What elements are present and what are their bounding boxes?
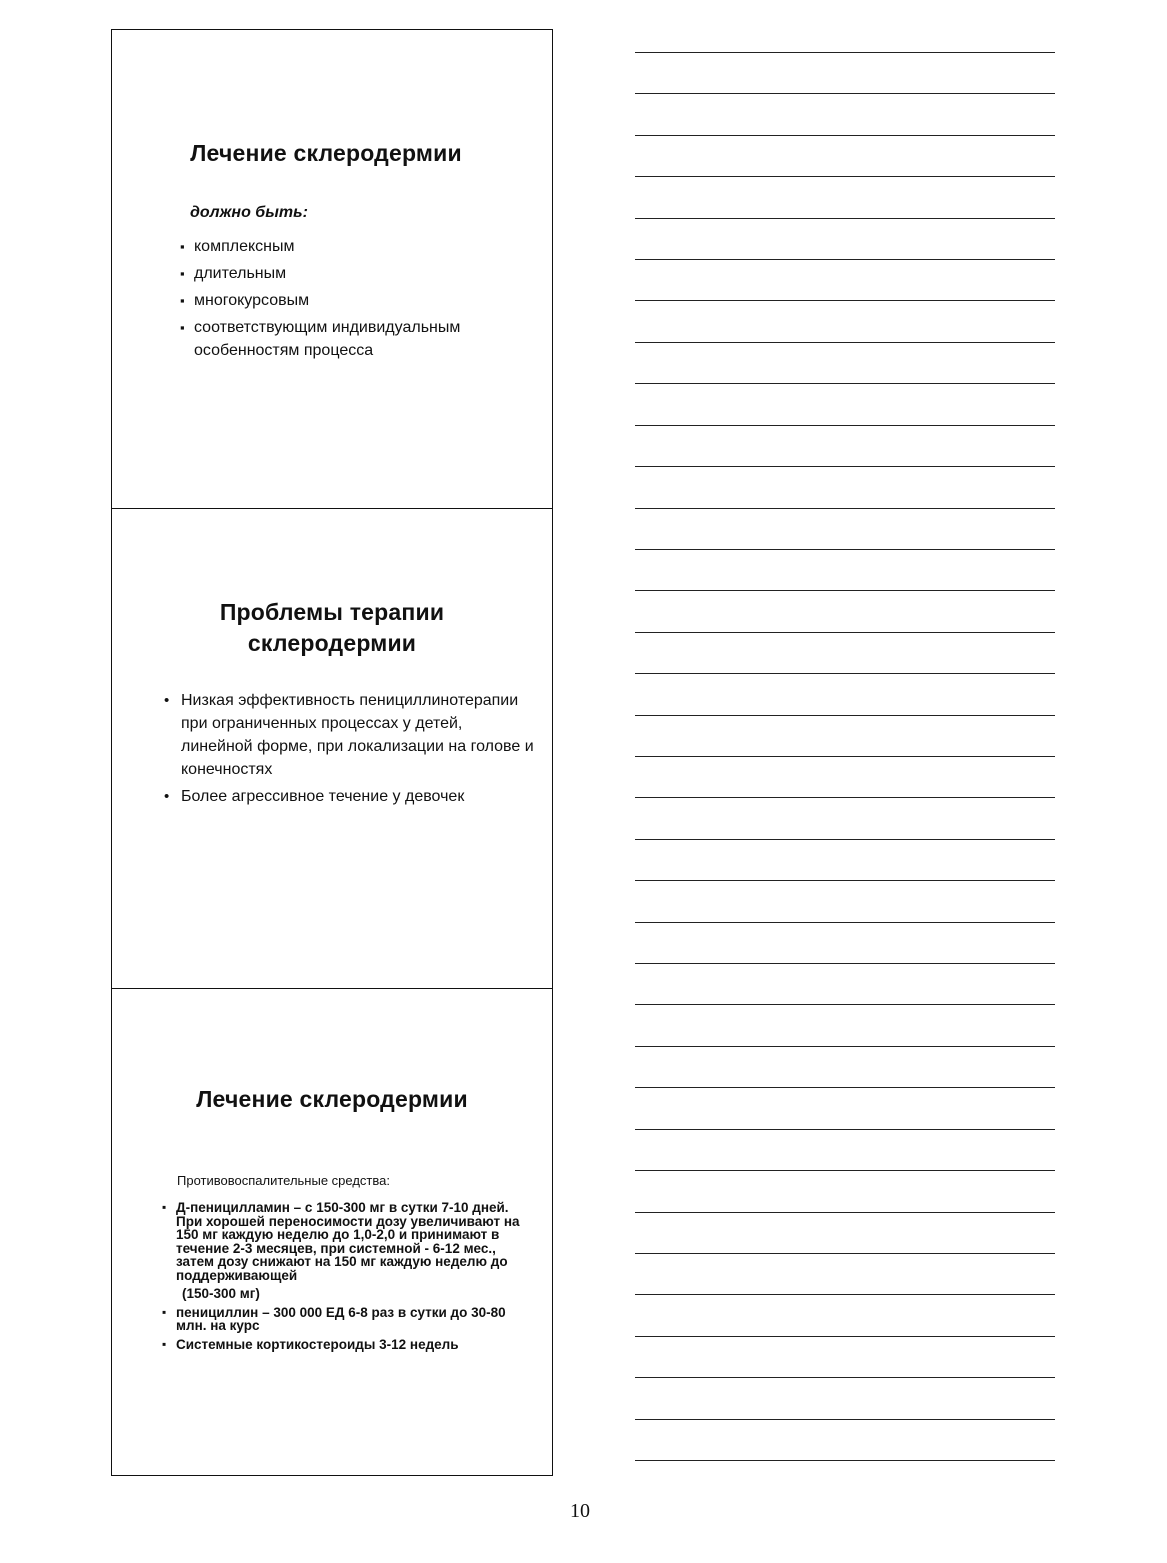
list-item-text: Системные кортикостероиды 3-12 недель <box>176 1336 459 1352</box>
note-line <box>635 797 1055 798</box>
note-line <box>635 1336 1055 1337</box>
note-line <box>635 342 1055 343</box>
note-line <box>635 880 1055 881</box>
note-line <box>635 259 1055 260</box>
note-line <box>635 1046 1055 1047</box>
slide-2-title-text: Проблемы терапии склеродермии <box>219 599 445 656</box>
slide-1-title: Лечение склеродермии <box>190 140 462 166</box>
note-line <box>635 839 1055 840</box>
note-line <box>635 673 1055 674</box>
slide-3 <box>112 988 552 1475</box>
list-item: ▪ соответствующим индивидуальным особенностям процесса <box>180 316 540 362</box>
notes-lines-area <box>635 0 1055 1563</box>
note-line <box>635 715 1055 716</box>
note-line <box>635 1294 1055 1295</box>
note-line <box>635 1377 1055 1378</box>
slide-3-list <box>162 1201 532 1356</box>
note-line <box>635 52 1055 53</box>
list-item <box>162 1201 532 1301</box>
list-item: ▪ многокурсовым <box>180 289 540 312</box>
slide-2 <box>112 508 552 988</box>
note-line <box>635 1004 1055 1005</box>
slide-1-list <box>180 235 540 366</box>
note-line <box>635 590 1055 591</box>
note-line <box>635 508 1055 509</box>
note-line <box>635 922 1055 923</box>
note-line <box>635 1087 1055 1088</box>
note-line <box>635 383 1055 384</box>
slide-2-list <box>164 689 534 812</box>
note-line <box>635 425 1055 426</box>
list-item: • Низкая эффективность пенициллинотерапии при ограниченных процессах у детей, линейной форме, при локализации на голове и конечностях <box>164 689 534 781</box>
list-item-text: пенициллин – 300 000 ЕД 6-8 раз в сутки до 30-80 млн. на курс <box>176 1304 506 1333</box>
note-line <box>635 218 1055 219</box>
note-line <box>635 632 1055 633</box>
note-line <box>635 1460 1055 1461</box>
note-line <box>635 756 1055 757</box>
note-line <box>635 1129 1055 1130</box>
note-line <box>635 963 1055 964</box>
note-line <box>635 135 1055 136</box>
note-line <box>635 1419 1055 1420</box>
list-item-text: Д-пеницилламин – с 150-300 мг в сутки 7-10 дней. При хорошей переносимости дозу увеличивают на 150 мг каждую неделю до 1,0-2,0 и принимают в течение 2-3 месяцев, при системной - 6-12 мес., затем дозу снижают на 150 мг каждую неделю до поддерживающей <box>176 1200 520 1283</box>
list-item: ▪ длительным <box>180 262 540 285</box>
page-number: 10 <box>570 1500 590 1522</box>
list-item: • Более агрессивное течение у девочек <box>164 785 534 808</box>
note-line <box>635 1170 1055 1171</box>
note-line <box>635 549 1055 550</box>
slide-2-title <box>112 597 552 659</box>
slide-1-subtitle: должно быть: <box>190 204 308 221</box>
note-line <box>635 466 1055 467</box>
list-item <box>162 1306 532 1333</box>
list-item-continuation: (150-300 мг) <box>182 1286 260 1301</box>
note-line <box>635 1212 1055 1213</box>
note-line <box>635 300 1055 301</box>
slide-3-title: Лечение склеродермии <box>196 1086 468 1112</box>
list-item <box>162 1338 532 1352</box>
slide-1 <box>112 30 552 509</box>
note-line <box>635 176 1055 177</box>
slide-handout-panel <box>111 29 553 1476</box>
note-line <box>635 93 1055 94</box>
list-item: ▪ комплексным <box>180 235 540 258</box>
note-line <box>635 1253 1055 1254</box>
slide-3-intro: Противовоспалительные средства: <box>177 1173 390 1188</box>
